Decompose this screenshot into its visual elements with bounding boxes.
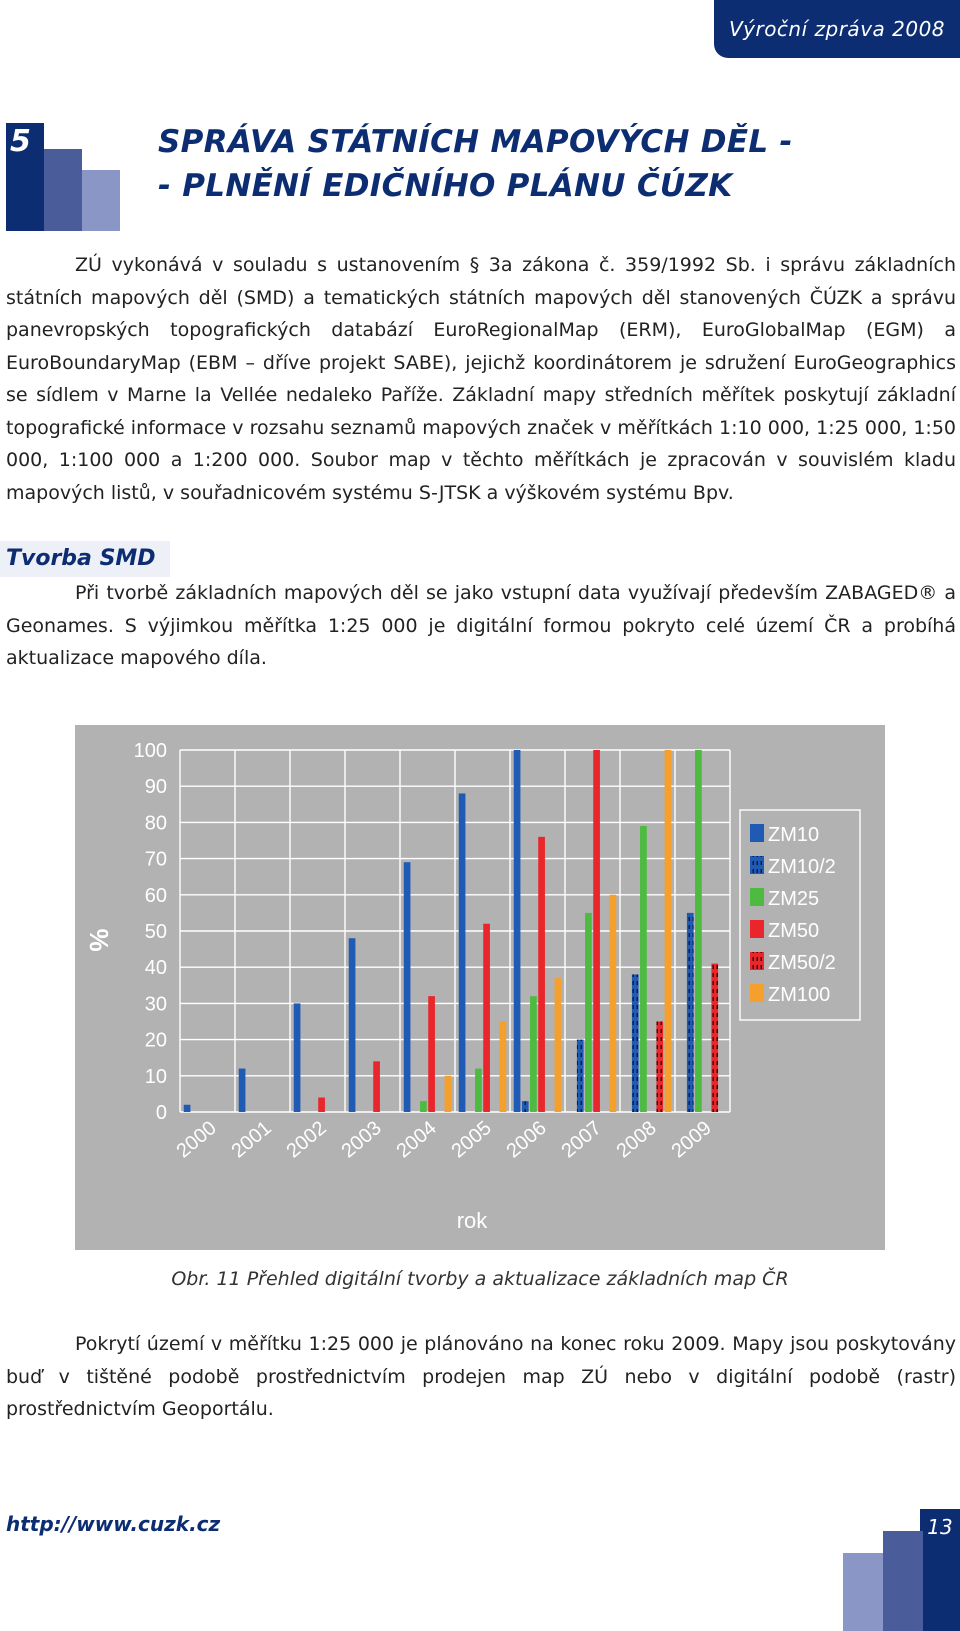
chapter-title-line2: - PLNĚNÍ EDIČNÍHO PLÁNU ČÚZK	[158, 168, 733, 204]
x-tick-label: 2001	[227, 1116, 276, 1163]
bar-zm50-2006	[538, 837, 545, 1112]
bar-zm25-2007	[585, 913, 592, 1112]
bar-zm25-2009	[695, 750, 702, 1112]
legend-label: ZM25	[768, 888, 820, 910]
bar-zm25-2006	[530, 996, 537, 1112]
bar-zm10-2000	[184, 1105, 191, 1112]
x-tick-label: 2009	[667, 1116, 716, 1163]
x-tick-label: 2002	[282, 1116, 331, 1163]
bar-zm50-2004	[428, 996, 435, 1112]
y-tick-label: 100	[133, 740, 167, 762]
section-paragraph: Při tvorbě základních mapových děl se jako vstupní data využívají především ZABAGED® a Geonames. S výjimkou měřítka 1:25 000 je digitální formou pokryto celé území ČR a probíhá aktualizace mapového díla.	[6, 582, 956, 669]
bar-zm10-2-2007	[577, 1040, 584, 1112]
chart-svg	[75, 725, 885, 1250]
bar-zm100-2005	[500, 1022, 507, 1113]
bar-zm50-2-2008	[656, 1022, 663, 1113]
bar-zm100-2006	[555, 978, 562, 1112]
legend-label: ZM50/2	[768, 952, 836, 974]
x-axis-label: rok	[456, 1208, 488, 1233]
bar-zm25-2008	[640, 826, 647, 1112]
bar-zm100-2007	[610, 895, 617, 1112]
bar-zm10-2002	[294, 1003, 301, 1112]
legend-label: ZM10	[768, 824, 820, 846]
x-tick-label: 2000	[172, 1116, 221, 1163]
section-heading: Tvorba SMD	[0, 541, 170, 577]
legend-swatch	[750, 920, 764, 938]
legend-label: ZM50	[768, 920, 820, 942]
figure-caption: Obr. 11 Přehled digitální tvorby a aktualizace základních map ČR	[171, 1268, 789, 1290]
chapter-title	[158, 120, 793, 208]
legend-swatch	[750, 824, 764, 842]
y-tick-label: 10	[144, 1065, 167, 1088]
bar-zm50-2-2009	[711, 964, 718, 1112]
bar-zm10-2003	[349, 938, 356, 1112]
bar-zm25-2005	[475, 1069, 482, 1112]
bar-zm10-2005	[459, 793, 466, 1112]
legend-swatch	[750, 984, 764, 1002]
x-tick-label: 2004	[392, 1116, 441, 1163]
chapter-number: 5	[10, 124, 31, 159]
bar-zm50-2007	[593, 750, 600, 1112]
y-tick-label: 40	[144, 957, 167, 980]
footer-bar-dark	[923, 1545, 960, 1631]
bar-zm50-2003	[373, 1061, 380, 1112]
chapter-bar-medium	[44, 149, 82, 231]
legend-swatch	[750, 952, 764, 970]
bar-zm100-2008	[665, 750, 672, 1112]
website-link[interactable]: http://www.cuzk.cz	[6, 1512, 221, 1536]
legend-label: ZM10/2	[768, 856, 836, 878]
x-tick-label: 2005	[447, 1116, 496, 1163]
y-tick-label: 90	[144, 776, 167, 799]
coverage-chart	[75, 725, 885, 1250]
legend-swatch	[750, 856, 764, 874]
intro-paragraph: ZÚ vykonává v souladu s ustanovením § 3a zákona č. 359/1992 Sb. i správu základních státních mapových děl (SMD) a tematických státních mapových děl stanovených ČÚZK a správu panevropských topografických databází EuroRegionalMap (ERM), EuroGlobalMap (EGM) a EuroBoundaryMap (EBM – dříve projekt SABE), jejichž koordinátorem je sdružení EuroGeographics se sídlem v Marne la Vellée nedaleko Paříže. Základní mapy středních měřítek poskytují základní topografické informace v rozsahu seznamů mapových značek v měřítkách 1:10 000, 1:25 000, 1:50 000, 1:100 000 a 1:200 000. Soubor map v těchto měřítkách je zpracován v souvislém kladu mapových listů, v souřadnicovém systému S-JTSK a výškovém systému Bpv.	[6, 254, 956, 504]
y-tick-label: 80	[144, 812, 167, 835]
bar-zm50-2005	[483, 924, 490, 1112]
page-number: 13	[920, 1509, 960, 1545]
legend-swatch	[750, 888, 764, 906]
footer-bar-medium	[883, 1531, 923, 1631]
bar-zm10-2001	[239, 1069, 246, 1112]
bar-zm50-2002	[318, 1098, 325, 1112]
x-tick-label: 2007	[557, 1116, 606, 1163]
y-axis-label: %	[84, 928, 114, 952]
x-tick-label: 2003	[337, 1116, 386, 1163]
x-tick-label: 2008	[612, 1116, 661, 1163]
y-tick-label: 50	[144, 921, 167, 943]
bar-zm10-2-2006	[522, 1101, 529, 1112]
chapter-title-line1: SPRÁVA STÁTNÍCH MAPOVÝCH DĚL -	[158, 124, 793, 160]
bar-zm10-2-2008	[632, 974, 639, 1112]
y-tick-label: 70	[144, 848, 167, 871]
bar-zm25-2004	[420, 1101, 427, 1112]
bar-zm10-2004	[404, 862, 411, 1112]
bar-zm10-2006	[514, 750, 521, 1112]
bar-zm100-2004	[445, 1076, 452, 1112]
legend-label: ZM100	[768, 984, 831, 1006]
y-tick-label: 30	[144, 993, 167, 1016]
report-title: Výroční zpráva 2008	[728, 17, 946, 41]
chapter-bar-light	[82, 170, 120, 231]
y-tick-label: 20	[144, 1029, 167, 1052]
footer-bar-light	[843, 1553, 883, 1631]
y-tick-label: 60	[144, 884, 167, 907]
report-title-tab	[714, 0, 960, 58]
y-tick-label: 0	[155, 1102, 167, 1124]
closing-paragraph: Pokrytí území v měřítku 1:25 000 je plánováno na konec roku 2009. Mapy jsou poskytovány buď v tištěné podobě prostřednictvím prodejen map ZÚ nebo v digitální podobě (rastr) prostřednictvím Geoportálu.	[6, 1333, 956, 1420]
bar-zm10-2-2009	[687, 913, 694, 1112]
x-tick-label: 2006	[502, 1116, 551, 1163]
